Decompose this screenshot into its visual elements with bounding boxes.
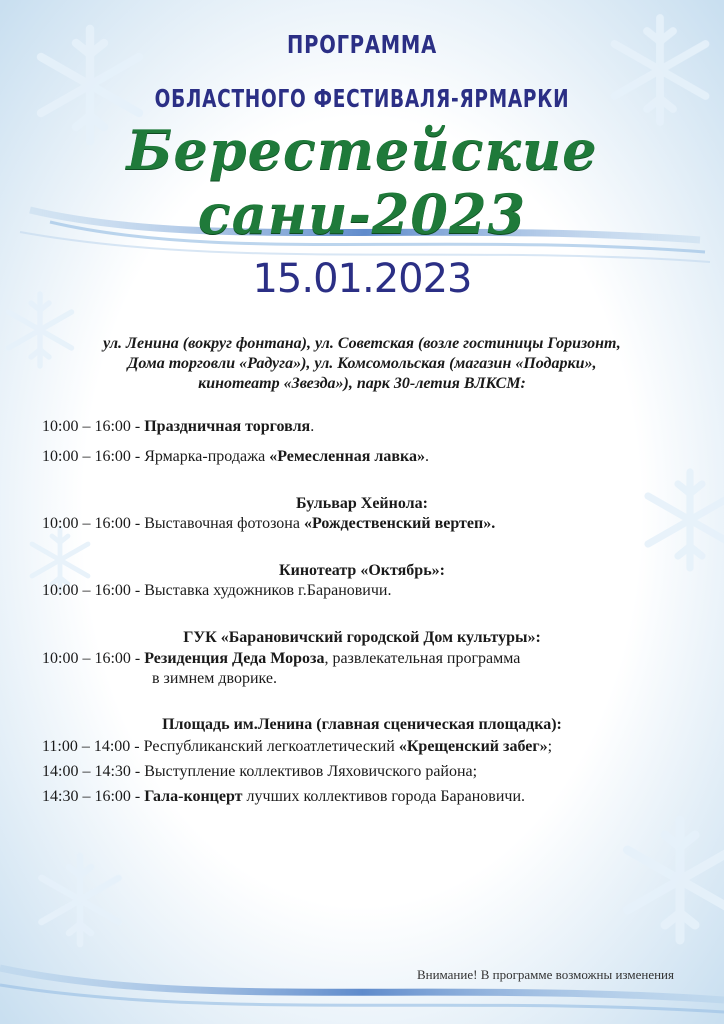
- event-title: «Крещенский забег»: [398, 738, 548, 755]
- schedule-item: [42, 513, 682, 534]
- event-time: 10:00 – 16:00 -: [42, 448, 141, 465]
- event-time: 14:00 – 14:30 -: [42, 763, 141, 780]
- event-time: 14:30 – 16:00 -: [42, 788, 141, 805]
- event-text: лучших коллективов города Барановичи.: [246, 788, 526, 805]
- schedule-item: [42, 736, 682, 757]
- event-text: ;: [547, 738, 553, 755]
- event-title: «Ремесленная лавка»: [269, 448, 425, 465]
- venue-heading: Кинотеатр «Октябрь»:: [279, 562, 445, 579]
- schedule-item: [42, 416, 682, 437]
- event-title: «Рождественский вертеп».: [303, 515, 496, 532]
- event-title: Праздничная торговля: [144, 418, 311, 435]
- event-text: , развлекательная программа: [324, 650, 521, 667]
- event-text: .: [310, 418, 315, 435]
- venue-heading: ГУК «Барановичский городской Дом культуры»:: [183, 629, 541, 646]
- intro-locations: [40, 334, 684, 394]
- event-time: 10:00 – 16:00 -: [42, 582, 141, 599]
- schedule-item: [42, 580, 682, 601]
- event-text: Выставка художников г.Барановичи.: [144, 582, 392, 599]
- changes-notice: Внимание! В программе возможны изменения: [416, 967, 674, 982]
- event-date: 15.01.2023: [252, 256, 472, 302]
- schedule-item: [42, 761, 682, 782]
- schedule-item: [42, 446, 682, 467]
- festival-subheading: ОБЛАСТНОГО ФЕСТИВАЛЯ-ЯРМАРКИ: [154, 84, 570, 113]
- event-text: Республиканский легкоатлетический: [143, 738, 395, 755]
- event-time: 10:00 – 16:00 -: [42, 515, 141, 532]
- event-time: 11:00 – 14:00 -: [42, 738, 140, 755]
- event-time: 10:00 – 16:00 -: [42, 418, 141, 435]
- schedule-item: [42, 786, 682, 807]
- event-text: Ярмарка-продажа: [144, 448, 266, 465]
- intro-line: ул. Ленина (вокруг фонтана), ул. Советская (возле гостиницы Горизонт,: [103, 335, 621, 352]
- program-heading: ПРОГРАММА: [287, 30, 437, 59]
- event-text-continued: в зимнем дворике.: [152, 670, 277, 687]
- venue-heading: Площадь им.Ленина (главная сценическая площадка):: [162, 716, 562, 733]
- intro-line: Дома торговли «Радуга»), ул. Комсомольская (магазин «Подарки»,: [127, 355, 597, 372]
- intro-line: кинотеатр «Звезда»), парк 30-летия ВЛКСМ:: [198, 375, 526, 392]
- festival-title: Берестейские сани-2023: [126, 118, 598, 246]
- event-text: Выступление коллективов Ляховичского района;: [144, 763, 478, 780]
- event-title: Гала-концерт: [144, 788, 243, 805]
- event-text: .: [424, 448, 429, 465]
- event-text: Выставочная фотозона: [144, 515, 300, 532]
- venue-heading: Бульвар Хейнола:: [296, 495, 428, 512]
- schedule-item: [42, 648, 682, 669]
- event-time: 10:00 – 16:00 -: [42, 650, 141, 667]
- event-title: Резиденция Деда Мороза: [144, 650, 325, 667]
